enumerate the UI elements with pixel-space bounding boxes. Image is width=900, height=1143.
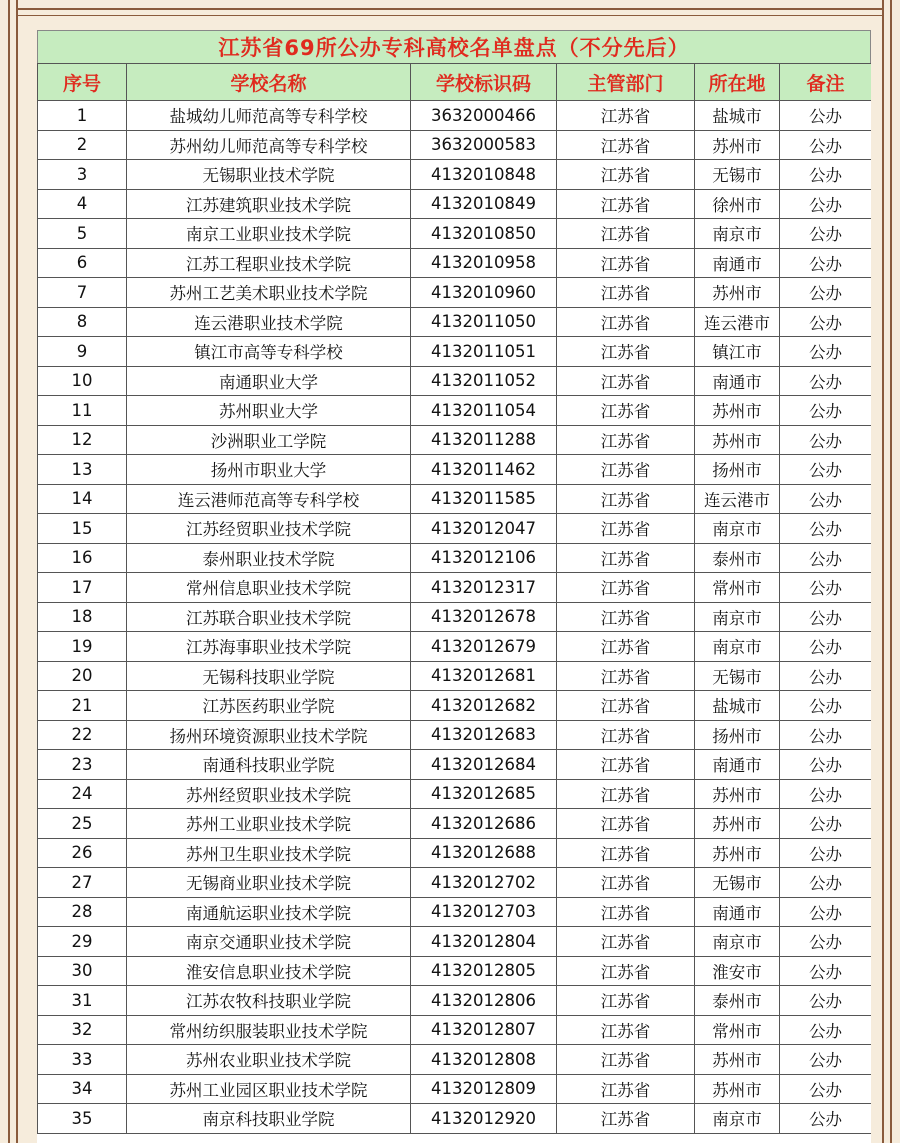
cell-department: 江苏省 [557,956,695,986]
cell-index: 11 [38,396,127,426]
cell-remark: 公办 [780,956,872,986]
cell-department: 江苏省 [557,101,695,131]
table-row [38,484,872,514]
cell-school-code: 4132011585 [411,484,557,514]
table-row [38,838,872,868]
table-row [38,130,872,160]
cell-school-name: 南通职业大学 [127,366,411,396]
table-row [38,602,872,632]
cell-school-name: 江苏经贸职业技术学院 [127,514,411,544]
cell-location: 无锡市 [695,661,780,691]
cell-school-code: 4132011054 [411,396,557,426]
cell-index: 31 [38,986,127,1016]
cell-school-name: 泰州职业技术学院 [127,543,411,573]
cell-remark: 公办 [780,1104,872,1134]
cell-remark: 公办 [780,248,872,278]
cell-department: 江苏省 [557,543,695,573]
cell-remark: 公办 [780,897,872,927]
cell-department: 江苏省 [557,1015,695,1045]
cell-school-name: 苏州农业职业技术学院 [127,1045,411,1075]
cell-index: 12 [38,425,127,455]
cell-school-name: 苏州职业大学 [127,396,411,426]
cell-department: 江苏省 [557,514,695,544]
cell-remark: 公办 [780,838,872,868]
cell-school-name: 苏州卫生职业技术学院 [127,838,411,868]
cell-index: 35 [38,1104,127,1134]
table-row [38,661,872,691]
table-row [38,1015,872,1045]
cell-location: 南京市 [695,602,780,632]
cell-index: 24 [38,779,127,809]
cell-location: 苏州市 [695,809,780,839]
cell-school-name: 盐城幼儿师范高等专科学校 [127,101,411,131]
cell-remark: 公办 [780,366,872,396]
cell-department: 江苏省 [557,425,695,455]
cell-department: 江苏省 [557,337,695,367]
table-row [38,101,872,131]
cell-department: 江苏省 [557,130,695,160]
cell-department: 江苏省 [557,691,695,721]
cell-index: 7 [38,278,127,308]
cell-index: 9 [38,337,127,367]
cell-school-name: 江苏医药职业学院 [127,691,411,721]
cell-remark: 公办 [780,868,872,898]
table-row [38,986,872,1016]
cell-department: 江苏省 [557,366,695,396]
cell-school-code: 4132011462 [411,455,557,485]
cell-department: 江苏省 [557,1045,695,1075]
cell-index: 27 [38,868,127,898]
cell-index: 10 [38,366,127,396]
table-row [38,809,872,839]
cell-school-name: 苏州工业职业技术学院 [127,809,411,839]
cell-location: 盐城市 [695,691,780,721]
header-location: 所在地 [695,64,780,101]
cell-index: 26 [38,838,127,868]
cell-department: 江苏省 [557,750,695,780]
cell-school-code: 4132012920 [411,1104,557,1134]
cell-index: 23 [38,750,127,780]
cell-department: 江苏省 [557,720,695,750]
cell-location: 常州市 [695,1015,780,1045]
cell-school-code: 4132012686 [411,809,557,839]
cell-school-name: 南通科技职业学院 [127,750,411,780]
cell-remark: 公办 [780,130,872,160]
cell-location: 南通市 [695,248,780,278]
cell-school-code: 4132012679 [411,632,557,662]
cell-school-name: 苏州工业园区职业技术学院 [127,1074,411,1104]
cell-location: 南通市 [695,750,780,780]
cell-school-name: 江苏工程职业技术学院 [127,248,411,278]
cell-remark: 公办 [780,337,872,367]
cell-index: 15 [38,514,127,544]
cell-department: 江苏省 [557,1104,695,1134]
cell-department: 江苏省 [557,219,695,249]
cell-remark: 公办 [780,543,872,573]
cell-school-code: 4132010848 [411,160,557,190]
cell-remark: 公办 [780,927,872,957]
cell-school-code: 4132012683 [411,720,557,750]
cell-index: 19 [38,632,127,662]
cell-index: 1 [38,101,127,131]
cell-remark: 公办 [780,632,872,662]
cell-remark: 公办 [780,514,872,544]
cell-index: 8 [38,307,127,337]
cell-index: 16 [38,543,127,573]
cell-school-code: 4132012106 [411,543,557,573]
cell-school-name: 苏州经贸职业技术学院 [127,779,411,809]
cell-school-code: 4132010849 [411,189,557,219]
cell-department: 江苏省 [557,1074,695,1104]
cell-remark: 公办 [780,661,872,691]
table-row [38,956,872,986]
cell-location: 南京市 [695,632,780,662]
cell-remark: 公办 [780,809,872,839]
cell-school-name: 连云港职业技术学院 [127,307,411,337]
cell-location: 无锡市 [695,160,780,190]
cell-index: 32 [38,1015,127,1045]
cell-department: 江苏省 [557,838,695,868]
cell-school-name: 江苏农牧科技职业学院 [127,986,411,1016]
cell-location: 常州市 [695,573,780,603]
cell-remark: 公办 [780,750,872,780]
cell-location: 苏州市 [695,779,780,809]
cell-remark: 公办 [780,1074,872,1104]
cell-location: 苏州市 [695,1074,780,1104]
cell-school-code: 4132012809 [411,1074,557,1104]
frame-top-rule [16,8,884,10]
cell-index: 6 [38,248,127,278]
cell-school-code: 4132012702 [411,868,557,898]
cell-remark: 公办 [780,101,872,131]
cell-department: 江苏省 [557,927,695,957]
cell-remark: 公办 [780,396,872,426]
cell-school-code: 4132012688 [411,838,557,868]
cell-index: 18 [38,602,127,632]
cell-school-code: 4132010960 [411,278,557,308]
cell-location: 苏州市 [695,838,780,868]
cell-school-code: 4132011052 [411,366,557,396]
cell-school-code: 4132012703 [411,897,557,927]
cell-location: 南通市 [695,366,780,396]
cell-department: 江苏省 [557,602,695,632]
cell-school-code: 4132012805 [411,956,557,986]
cell-remark: 公办 [780,573,872,603]
cell-department: 江苏省 [557,573,695,603]
cell-school-name: 淮安信息职业技术学院 [127,956,411,986]
cell-remark: 公办 [780,986,872,1016]
cell-remark: 公办 [780,484,872,514]
cell-location: 苏州市 [695,130,780,160]
table-row [38,543,872,573]
table-row [38,307,872,337]
cell-location: 扬州市 [695,455,780,485]
table-row [38,1104,872,1134]
cell-school-name: 扬州市职业大学 [127,455,411,485]
cell-remark: 公办 [780,1015,872,1045]
cell-school-name: 南京交通职业技术学院 [127,927,411,957]
cell-location: 盐城市 [695,101,780,131]
table-row [38,927,872,957]
table-row [38,868,872,898]
cell-remark: 公办 [780,278,872,308]
table-row [38,632,872,662]
cell-school-name: 镇江市高等专科学校 [127,337,411,367]
cell-school-name: 常州纺织服装职业技术学院 [127,1015,411,1045]
cell-school-code: 4132012804 [411,927,557,957]
cell-school-code: 4132011051 [411,337,557,367]
cell-index: 33 [38,1045,127,1075]
cell-school-code: 4132012685 [411,779,557,809]
cell-school-name: 常州信息职业技术学院 [127,573,411,603]
cell-index: 5 [38,219,127,249]
frame-right-outer [890,0,892,1143]
cell-school-code: 4132012808 [411,1045,557,1075]
cell-index: 13 [38,455,127,485]
table-row [38,897,872,927]
cell-location: 连云港市 [695,307,780,337]
cell-school-name: 连云港师范高等专科学校 [127,484,411,514]
cell-index: 4 [38,189,127,219]
table-row [38,750,872,780]
cell-department: 江苏省 [557,396,695,426]
cell-location: 南通市 [695,897,780,927]
cell-location: 苏州市 [695,278,780,308]
cell-location: 南京市 [695,1104,780,1134]
document-title: 江苏省69所公办专科高校名单盘点（不分先后） [37,30,871,63]
cell-index: 30 [38,956,127,986]
cell-department: 江苏省 [557,248,695,278]
cell-school-name: 江苏建筑职业技术学院 [127,189,411,219]
cell-school-code: 3632000583 [411,130,557,160]
cell-school-name: 扬州环境资源职业技术学院 [127,720,411,750]
cell-remark: 公办 [780,1045,872,1075]
cell-school-code: 4132012807 [411,1015,557,1045]
cell-location: 徐州市 [695,189,780,219]
cell-department: 江苏省 [557,897,695,927]
cell-school-name: 江苏联合职业技术学院 [127,602,411,632]
table-row [38,189,872,219]
cell-department: 江苏省 [557,779,695,809]
cell-school-name: 南通航运职业技术学院 [127,897,411,927]
cell-department: 江苏省 [557,632,695,662]
cell-remark: 公办 [780,455,872,485]
cell-index: 34 [38,1074,127,1104]
table-row [38,455,872,485]
cell-index: 20 [38,661,127,691]
header-department: 主管部门 [557,64,695,101]
cell-remark: 公办 [780,602,872,632]
cell-location: 苏州市 [695,425,780,455]
cell-school-code: 4132012317 [411,573,557,603]
cell-remark: 公办 [780,720,872,750]
frame-top-rule-inner [16,15,884,16]
cell-index: 3 [38,160,127,190]
cell-location: 苏州市 [695,396,780,426]
cell-school-code: 4132011288 [411,425,557,455]
table-row [38,248,872,278]
school-table [37,63,871,1134]
cell-department: 江苏省 [557,809,695,839]
cell-school-name: 南京科技职业学院 [127,1104,411,1134]
header-index: 序号 [38,64,127,101]
cell-index: 21 [38,691,127,721]
table-row [38,1045,872,1075]
cell-remark: 公办 [780,779,872,809]
header-school-name: 学校名称 [127,64,411,101]
cell-department: 江苏省 [557,484,695,514]
cell-school-code: 4132012806 [411,986,557,1016]
table-row [38,337,872,367]
cell-school-code: 4132010850 [411,219,557,249]
cell-remark: 公办 [780,307,872,337]
cell-school-name: 无锡商业职业技术学院 [127,868,411,898]
document-sheet [37,30,871,1143]
frame-left-inner [16,0,18,1143]
cell-location: 镇江市 [695,337,780,367]
table-row [38,514,872,544]
cell-location: 苏州市 [695,1045,780,1075]
cell-school-name: 无锡职业技术学院 [127,160,411,190]
cell-location: 扬州市 [695,720,780,750]
cell-department: 江苏省 [557,307,695,337]
cell-department: 江苏省 [557,986,695,1016]
table-row [38,219,872,249]
cell-location: 泰州市 [695,543,780,573]
cell-remark: 公办 [780,691,872,721]
cell-remark: 公办 [780,160,872,190]
cell-department: 江苏省 [557,661,695,691]
frame-left-outer [8,0,10,1143]
cell-location: 连云港市 [695,484,780,514]
cell-location: 南京市 [695,219,780,249]
cell-index: 2 [38,130,127,160]
cell-index: 28 [38,897,127,927]
table-row [38,573,872,603]
frame-right-inner [882,0,884,1143]
cell-index: 29 [38,927,127,957]
cell-school-name: 江苏海事职业技术学院 [127,632,411,662]
cell-location: 南京市 [695,514,780,544]
cell-school-name: 无锡科技职业学院 [127,661,411,691]
cell-index: 25 [38,809,127,839]
table-row [38,396,872,426]
cell-school-code: 4132011050 [411,307,557,337]
cell-school-name: 南京工业职业技术学院 [127,219,411,249]
cell-school-code: 4132012678 [411,602,557,632]
cell-school-code: 4132012047 [411,514,557,544]
table-row [38,366,872,396]
cell-department: 江苏省 [557,868,695,898]
cell-index: 22 [38,720,127,750]
table-header-row [38,64,872,101]
cell-location: 泰州市 [695,986,780,1016]
cell-school-code: 3632000466 [411,101,557,131]
cell-school-code: 4132012681 [411,661,557,691]
table-row [38,278,872,308]
cell-remark: 公办 [780,189,872,219]
table-row [38,425,872,455]
cell-index: 14 [38,484,127,514]
table-row [38,691,872,721]
cell-school-name: 苏州工艺美术职业技术学院 [127,278,411,308]
cell-department: 江苏省 [557,189,695,219]
cell-school-code: 4132012682 [411,691,557,721]
table-row [38,720,872,750]
cell-index: 17 [38,573,127,603]
cell-location: 淮安市 [695,956,780,986]
cell-school-name: 苏州幼儿师范高等专科学校 [127,130,411,160]
cell-department: 江苏省 [557,455,695,485]
table-row [38,160,872,190]
cell-location: 南京市 [695,927,780,957]
cell-school-code: 4132012684 [411,750,557,780]
cell-school-name: 沙洲职业工学院 [127,425,411,455]
cell-school-code: 4132010958 [411,248,557,278]
cell-location: 无锡市 [695,868,780,898]
header-school-code: 学校标识码 [411,64,557,101]
cell-department: 江苏省 [557,160,695,190]
table-row [38,779,872,809]
cell-department: 江苏省 [557,278,695,308]
cell-remark: 公办 [780,425,872,455]
table-row [38,1074,872,1104]
header-remark: 备注 [780,64,872,101]
cell-remark: 公办 [780,219,872,249]
